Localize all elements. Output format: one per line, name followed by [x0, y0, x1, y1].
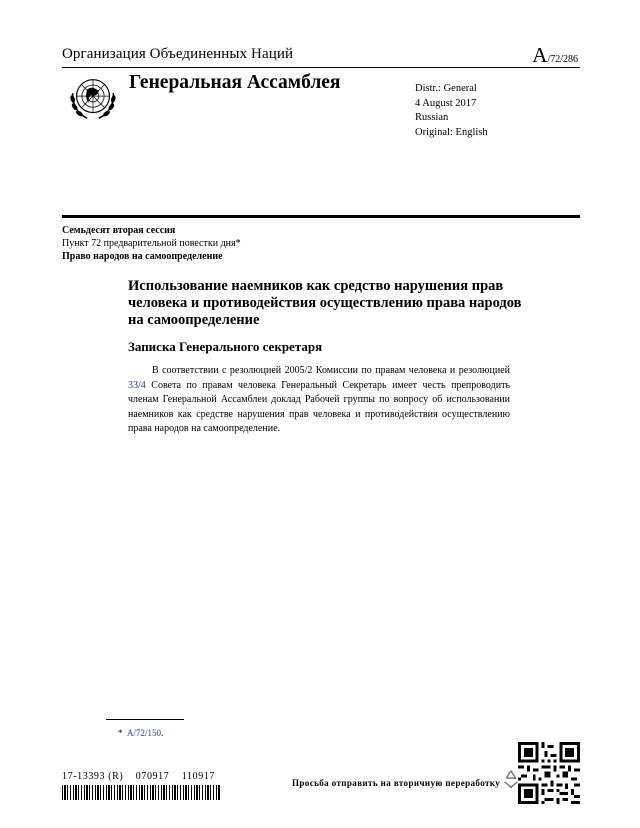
barcode-icon	[62, 785, 220, 800]
symbol-number: /72/286	[547, 54, 578, 65]
agenda-topic: Право народов на самоопределение	[62, 250, 223, 262]
distribution-line: Russian	[415, 112, 449, 123]
qr-code-icon	[518, 742, 580, 804]
un-emblem-icon	[64, 70, 122, 128]
body-paragraph	[128, 364, 510, 437]
paragraph-text: В соответствии с резолюцией 2005/2 Комиссии по правам человека и резолюцией	[152, 365, 510, 376]
document-number: 17-13393 (R) 070917 110917	[62, 771, 215, 782]
recycle-request: Просьба отправить на вторичную переработку	[292, 778, 501, 788]
distribution-block	[415, 82, 488, 140]
resolution-link[interactable]: 33/4	[128, 379, 146, 391]
footnote-end: .	[161, 728, 164, 738]
document-symbol	[532, 43, 578, 68]
symbol-letter: A	[532, 43, 548, 67]
note-title: Записка Генерального секретаря	[128, 339, 323, 354]
session-title: Семьдесят вторая сессия	[62, 225, 176, 236]
paragraph-text: Совета по правам человека Генеральный Секретарь имеет честь препроводить членам Генеральной Ассамблеи доклад Рабочей группы по вопросу об использовании наемников как средстве нарушения прав человека и противодействия осуществлению права народов на самоопределение.	[128, 379, 510, 434]
footnote	[118, 728, 163, 738]
general-assembly-title: Генеральная Ассамблея	[129, 72, 341, 93]
agenda-item: Пункт 72 предварительной повестки дня*	[62, 237, 241, 249]
footnote-marker: *	[118, 728, 123, 738]
document-title: Использование наемников как средство нарушения прав человека и противодействия осуществлению права народов на самоопределение	[128, 278, 522, 328]
footnote-link[interactable]: A/72/150	[127, 728, 162, 738]
distribution-line: Original: English	[415, 126, 488, 138]
organization-name: Организация Объединенных Наций	[62, 46, 294, 62]
distribution-line: Distr.: General	[415, 83, 477, 94]
footnote-rule	[106, 719, 184, 720]
header-rule	[62, 67, 580, 68]
thick-rule	[62, 215, 580, 218]
distribution-line: 4 August 2017	[415, 97, 477, 109]
session-block	[62, 225, 241, 263]
